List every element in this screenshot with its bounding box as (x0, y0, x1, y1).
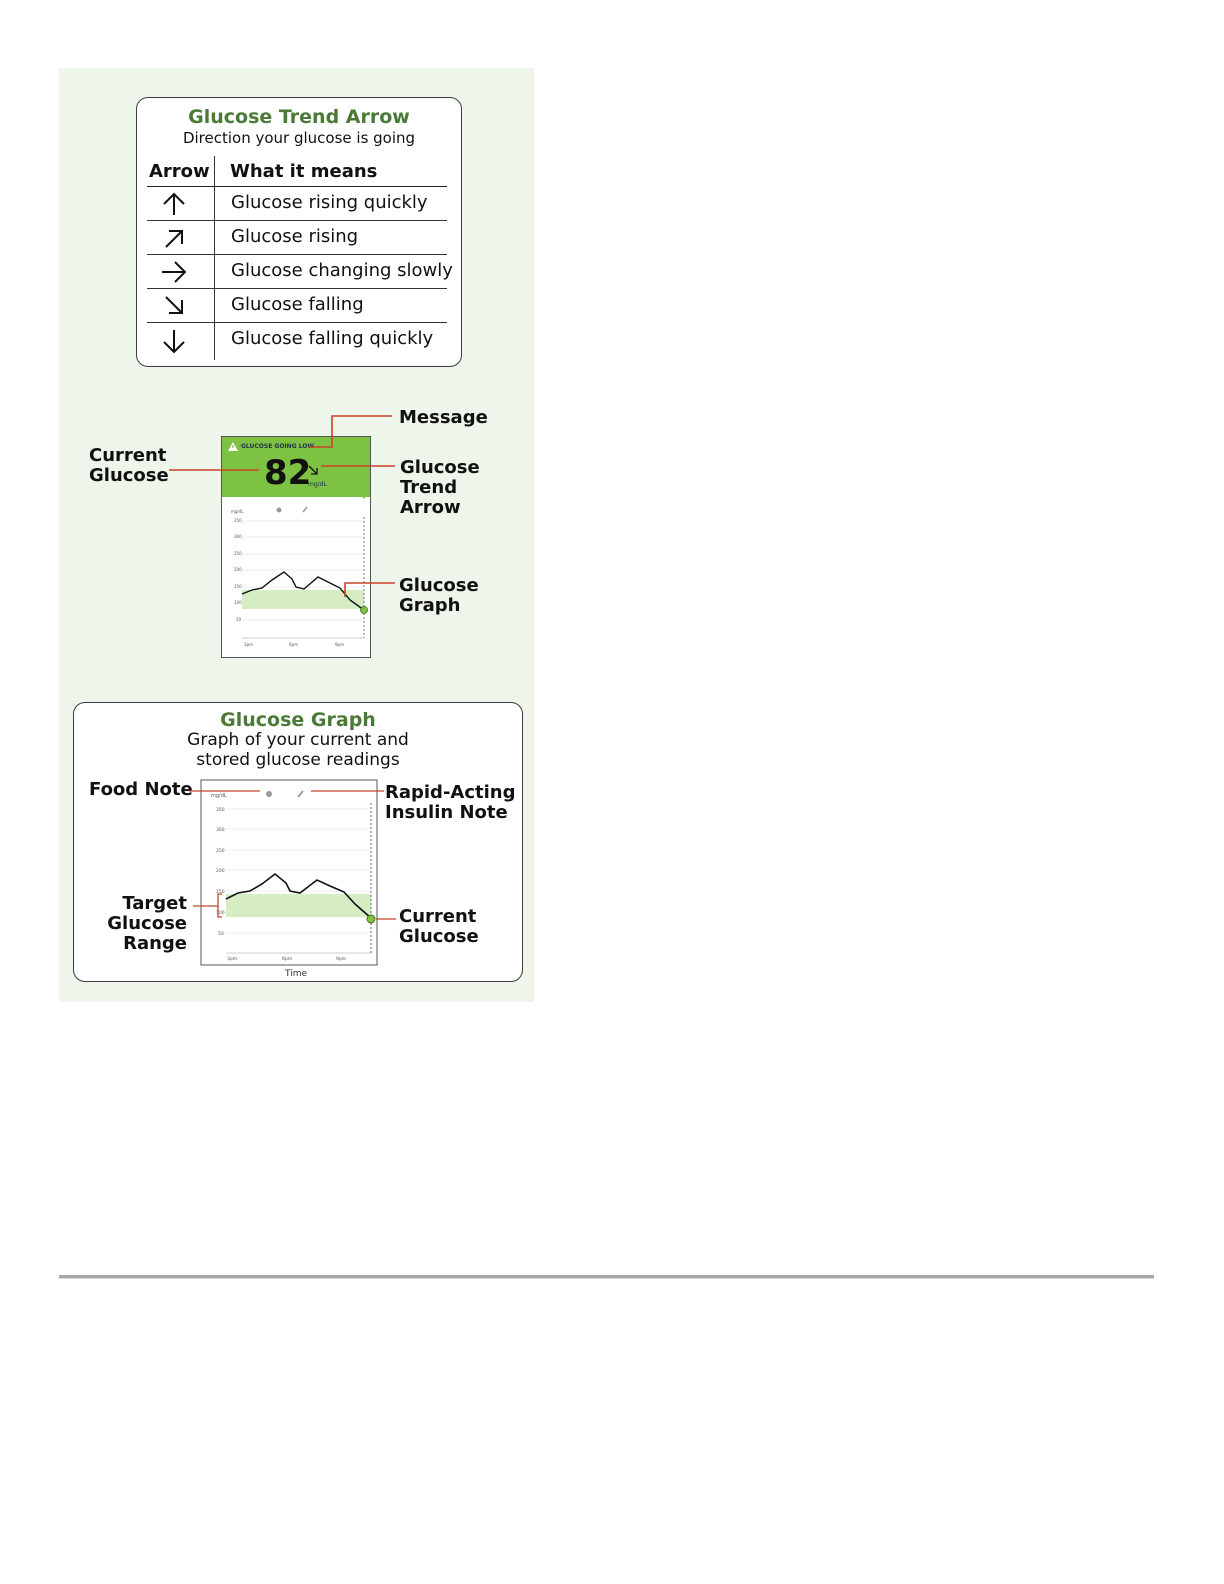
callout-glucose-graph: Glucose Graph (399, 575, 479, 616)
arrow-up-icon (159, 191, 189, 217)
trend-arrow-box (136, 97, 462, 367)
callout-food-note: Food Note (89, 779, 193, 800)
meaning-text: Glucose changing slowly (231, 260, 453, 281)
axis-unit: mg/dL (231, 509, 244, 514)
y-tick: 50 (236, 617, 242, 622)
graph-frame (201, 780, 377, 965)
col-header-arrow: Arrow (149, 161, 210, 182)
glucose-graph-subtitle-1: Graph of your current and (187, 730, 409, 750)
y-tick: 250 (216, 849, 225, 854)
x-tick: 6pm (289, 642, 298, 647)
y-tick: 250 (234, 551, 242, 556)
x-tick: 9pm (335, 642, 344, 647)
y-tick: 350 (234, 518, 242, 523)
glucose-graph-subtitle-2: stored glucose readings (196, 750, 400, 770)
col-header-meaning: What it means (230, 161, 378, 182)
axis-unit: mg/dL (211, 793, 227, 799)
glucose-graph-title: Glucose Graph (220, 709, 376, 731)
x-tick: 9pm (336, 957, 347, 962)
callout-target-2: Glucose (107, 913, 187, 934)
y-tick: 100 (216, 911, 225, 916)
y-tick: 300 (216, 828, 225, 833)
callout-target-3: Range (123, 933, 187, 954)
meaning-text: Glucose falling (231, 294, 364, 315)
trend-arrow-title: Glucose Trend Arrow (188, 106, 410, 128)
y-tick: 350 (216, 808, 225, 813)
meaning-text: Glucose rising quickly (231, 192, 428, 213)
callout-target-1: Target (122, 893, 187, 914)
arrow-down-icon (159, 327, 189, 355)
callout-insulin-note-1: Rapid-Acting (385, 782, 516, 803)
table-row (147, 322, 447, 357)
food-note-icon (266, 791, 272, 797)
y-tick: 150 (234, 584, 242, 589)
x-tick: 3pm (244, 642, 253, 647)
table-row (147, 254, 453, 289)
callout-current-glucose: Current Glucose (89, 445, 169, 486)
glucose-graph-box (73, 702, 523, 982)
diagram-panel (59, 68, 534, 1002)
callout-current-2: Glucose (399, 926, 479, 947)
x-axis-label: Time (284, 969, 308, 979)
page-divider (59, 1275, 1154, 1279)
table-row (147, 220, 447, 255)
reader-message: GLUCOSE GOING LOW (241, 443, 315, 450)
callout-current-1: Current (399, 906, 477, 927)
y-tick: 200 (216, 869, 225, 874)
arrow-down-right-icon (159, 293, 189, 319)
arrow-right-icon (159, 259, 189, 285)
reader-unit: mg/dL (308, 481, 327, 488)
callout-message: Message (399, 407, 488, 428)
glucose-graph-detail (74, 703, 522, 981)
table-row (147, 186, 447, 221)
current-glucose-dot (367, 915, 375, 923)
meaning-text: Glucose rising (231, 226, 359, 247)
reader-glucose-value: 82 (264, 453, 312, 493)
graph-leader (345, 583, 395, 597)
y-tick: 50 (218, 932, 224, 937)
callout-insulin-note-2: Insulin Note (385, 802, 508, 823)
message-leader (309, 416, 392, 447)
callout-trend-arrow: Glucose Trend Arrow (400, 457, 480, 518)
y-tick: 150 (216, 890, 225, 895)
meaning-text: Glucose falling quickly (231, 328, 434, 349)
y-tick: 100 (234, 600, 242, 605)
x-tick: 6pm (282, 957, 293, 962)
y-tick: 300 (234, 534, 242, 539)
reader-callout-lines (59, 398, 534, 658)
trend-arrow-subtitle: Direction your glucose is going (182, 129, 416, 147)
x-tick: 3pm (227, 957, 238, 962)
table-row (147, 288, 447, 323)
arrow-up-right-icon (159, 225, 189, 251)
y-tick: 200 (234, 567, 242, 572)
